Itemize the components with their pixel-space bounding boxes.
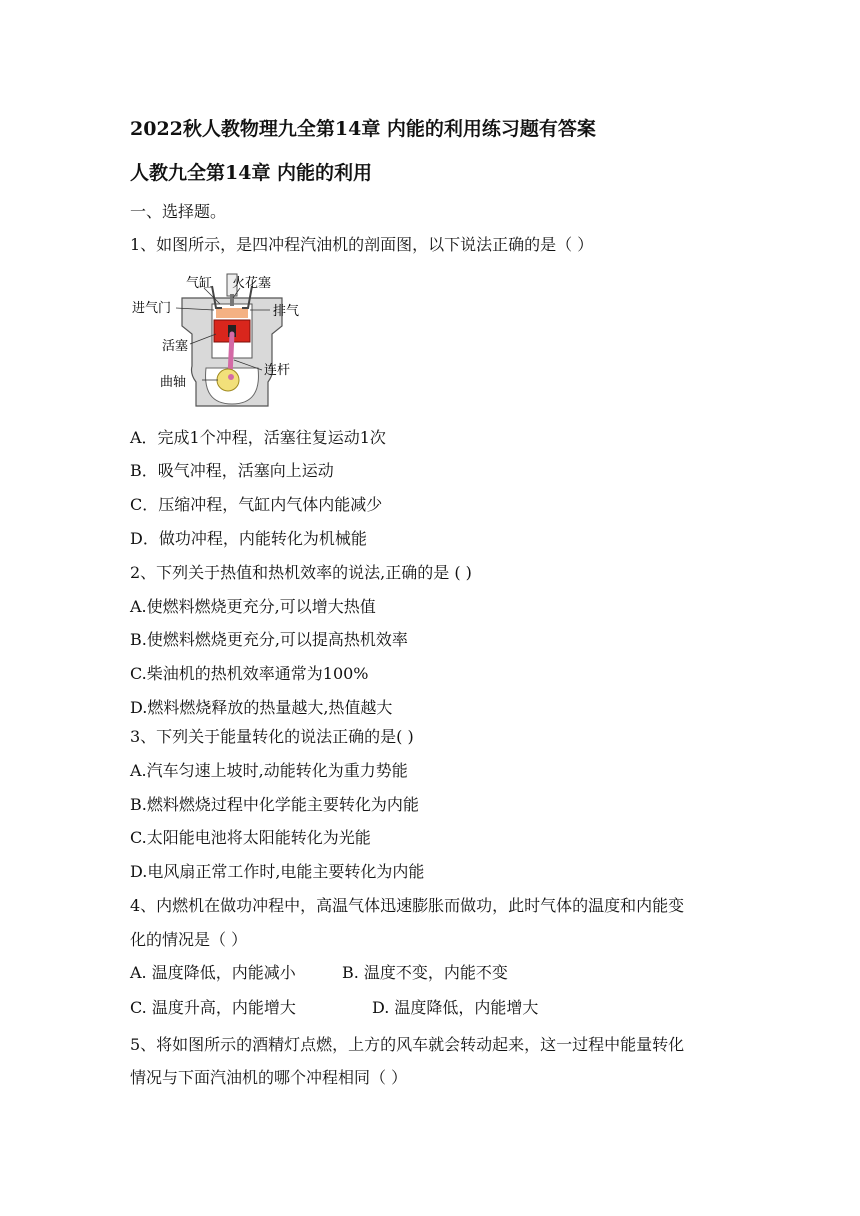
q5-stem-line2: 情况与下面汽油机的哪个冲程相同（ ） [130, 1068, 408, 1087]
q4-stem-line1: 4、内燃机在做功冲程中，高温气体迅速膨胀而做功，此时气体的温度和内能变 [130, 896, 685, 915]
part-heading: 一、选择题。 [130, 202, 227, 221]
q4-option-a: A. 温度降低，内能减小 [130, 963, 296, 982]
q1-option-b: B．吸气冲程，活塞向上运动 [130, 461, 334, 480]
combustion-chamber-shape [216, 308, 248, 318]
q3-option-b: B.燃料燃烧过程中化学能主要转化为内能 [130, 795, 419, 814]
label-cylinder: 气缸 [186, 276, 213, 291]
q4-option-d: D. 温度降低，内能增大 [372, 998, 539, 1017]
q2-stem: 2、下列关于热值和热机效率的说法,正确的是 ( ) [130, 563, 472, 582]
q4-option-c: C. 温度升高，内能增大 [130, 998, 296, 1017]
q3-option-c: C.太阳能电池将太阳能转化为光能 [130, 828, 371, 847]
q1-option-c: C．压缩冲程，气缸内气体内能减少 [130, 495, 383, 514]
q2-option-d: D.燃料燃烧释放的热量越大,热值越大 [130, 698, 393, 717]
label-exhaust: 排气 [273, 304, 300, 319]
label-spark-plug: 火花塞 [232, 276, 272, 291]
q3-option-a: A.汽车匀速上坡时,动能转化为重力势能 [130, 761, 408, 780]
q3-stem: 3、下列关于能量转化的说法正确的是( ) [130, 727, 414, 746]
section-title: 人教九全第14章 内能的利用 [130, 162, 373, 184]
q4-stem-line2: 化的情况是（ ） [130, 930, 248, 949]
q3-option-d: D.电风扇正常工作时,电能主要转化为内能 [130, 862, 425, 881]
q2-option-a: A.使燃料燃烧更充分,可以增大热值 [130, 597, 376, 616]
q1-stem: 1、如图所示，是四冲程汽油机的剖面图，以下说法正确的是（ ） [130, 235, 594, 254]
q2-option-c: C.柴油机的热机效率通常为100% [130, 664, 369, 683]
q1-option-a: A．完成1个冲程，活塞往复运动1次 [130, 428, 386, 447]
engine-cross-section-figure [130, 268, 310, 414]
q2-option-b: B.使燃料燃烧更充分,可以提高热机效率 [130, 630, 408, 649]
label-piston: 活塞 [162, 339, 189, 354]
q4-option-b: B. 温度不变，内能不变 [342, 963, 508, 982]
q1-option-d: D．做功冲程，内能转化为机械能 [130, 529, 367, 548]
q5-stem-line1: 5、将如图所示的酒精灯点燃，上方的风车就会转动起来，这一过程中能量转化 [130, 1035, 685, 1054]
crankshaft-shape [217, 369, 239, 391]
label-connecting-rod: 连杆 [264, 363, 291, 378]
doc-title: 2022秋人教物理九全第14章 内能的利用练习题有答案 [130, 118, 596, 140]
label-intake-valve: 进气门 [132, 301, 172, 316]
label-crankshaft: 曲轴 [160, 375, 187, 390]
